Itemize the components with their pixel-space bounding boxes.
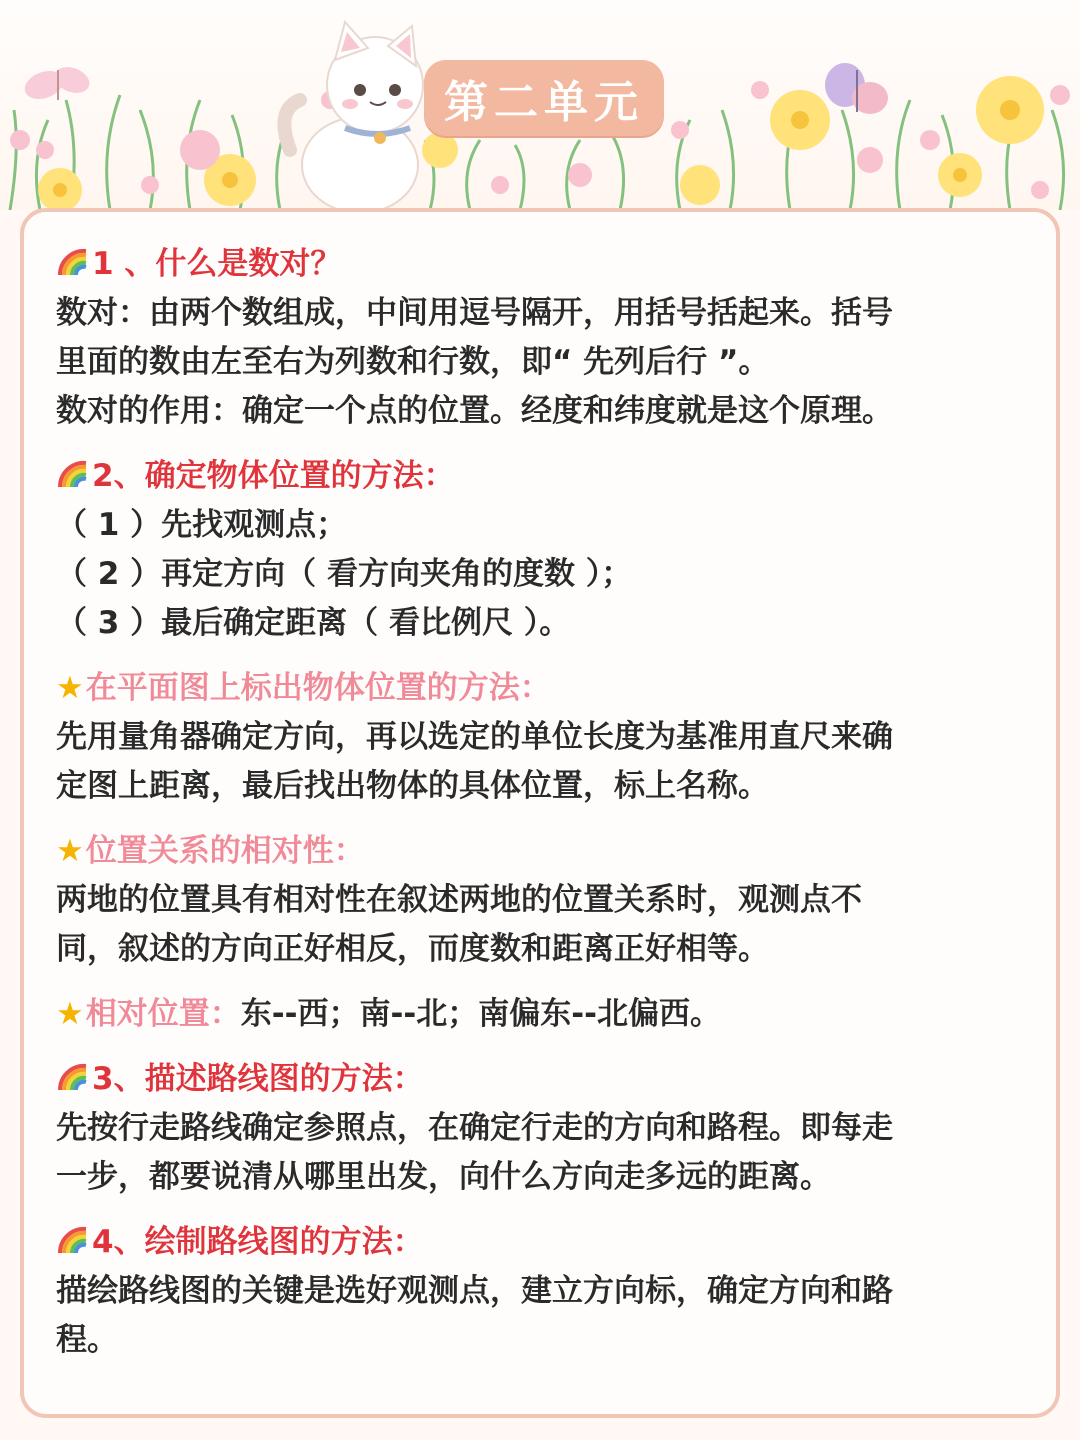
rainbow-icon <box>56 457 90 491</box>
header-banner <box>0 0 1080 210</box>
text-line: 一步，都要说清从哪里出发，向什么方向走多远的距离。 <box>56 1159 831 1195</box>
section-1 <box>56 240 1046 436</box>
notes-content <box>56 240 1046 1365</box>
unit-title-badge: 第二单元 <box>424 60 664 136</box>
text-line: 先按行走路线确定参照点，在确定行走的方向和路程。即每走 <box>56 1110 893 1146</box>
section-heading: 位置关系的相对性： <box>85 833 365 869</box>
rainbow-icon <box>56 1060 90 1094</box>
text-line: （ 3 ）最后确定距离（ 看比例尺 ）。 <box>56 605 571 641</box>
section-2 <box>56 452 1046 648</box>
text-line: 东--西；南--北；南偏东--北偏西。 <box>240 996 721 1032</box>
section-6 <box>56 1055 1046 1202</box>
text-line: 里面的数由左至右为列数和行数，即“ 先列后行 ”。 <box>56 344 770 380</box>
text-line: 程。 <box>56 1322 118 1358</box>
section-heading: 1 、什么是数对？ <box>92 246 342 282</box>
text-line: 数对的作用：确定一个点的位置。经度和纬度就是这个原理。 <box>56 393 893 429</box>
rainbow-icon <box>56 245 90 279</box>
cat-icon <box>284 22 423 210</box>
text-line: （ 1 ）先找观测点； <box>56 507 348 543</box>
text-line: 定图上距离，最后找出物体的具体位置，标上名称。 <box>56 768 769 804</box>
text-line: 先用量角器确定方向，再以选定的单位长度为基准用直尺来确 <box>56 719 893 755</box>
rainbow-icon <box>56 1223 90 1257</box>
star-icon: ★ <box>56 996 84 1032</box>
text-line: （ 2 ）再定方向（ 看方向夹角的度数 ）； <box>56 556 633 592</box>
section-7 <box>56 1218 1046 1365</box>
star-icon: ★ <box>56 833 84 869</box>
section-heading: 在平面图上标出物体位置的方法： <box>85 670 551 706</box>
section-4 <box>56 827 1046 974</box>
text-line: 同，叙述的方向正好相反，而度数和距离正好相等。 <box>56 931 769 967</box>
text-line: 数对：由两个数组成，中间用逗号隔开，用括号括起来。括号 <box>56 295 893 331</box>
butterfly-icon <box>21 63 93 104</box>
section-heading: 2、确定物体位置的方法： <box>92 458 455 494</box>
section-5 <box>56 990 1046 1039</box>
star-icon: ★ <box>56 670 84 706</box>
text-line: 两地的位置具有相对性在叙述两地的位置关系时，观测点不 <box>56 882 862 918</box>
section-heading: 4、绘制路线图的方法： <box>92 1224 424 1260</box>
section-heading: 相对位置： <box>85 996 241 1032</box>
section-heading: 3、描述路线图的方法： <box>92 1061 424 1097</box>
section-3 <box>56 664 1046 811</box>
text-line: 描绘路线图的关键是选好观测点，建立方向标，确定方向和路 <box>56 1273 893 1309</box>
